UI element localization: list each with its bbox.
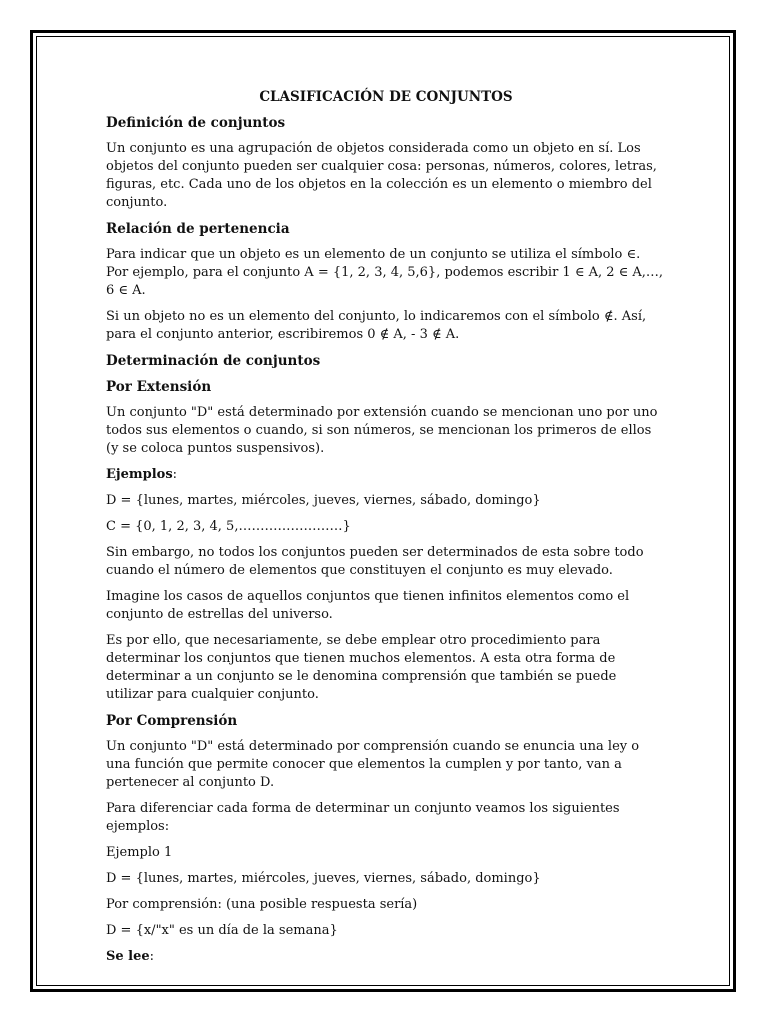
ejemplos-line [106, 466, 666, 484]
paragraph-sin-embargo: Sin embargo, no todos los conjuntos pueden ser determinados de esta sobre todo cuando el número de elementos que constituyen el conjunto es muy elevado. [106, 545, 644, 578]
heading-determinacion: Determinación de conjuntos [106, 353, 321, 369]
document-body [106, 88, 666, 974]
paragraph-por-comprension: Por comprensión: (una posible respuesta sería) [106, 897, 418, 912]
paragraph-pertenencia-2: Si un objeto no es un elemento del conjunto, lo indicaremos con el símbolo ∉. Así, para el conjunto anterior, escribiremos 0 ∉ A, - 3 ∉ A. [106, 309, 647, 342]
heading-pertenencia: Relación de pertenencia [106, 221, 290, 237]
se-lee-line [106, 948, 666, 966]
paragraph-diferenciar: Para diferenciar cada forma de determinar un conjunto veamos los siguientes ejemplos: [106, 801, 620, 834]
example-1-set-D: D = {lunes, martes, miércoles, jueves, viernes, sábado, domingo} [106, 871, 541, 886]
paragraph-extension: Un conjunto "D" está determinado por extensión cuando se mencionan uno por uno todos sus elementos o cuando, si son números, se mencionan los primeros de ellos (y se coloca puntos suspensivos). [106, 405, 658, 456]
ejemplos-label: Ejemplos [106, 467, 173, 482]
document-title: CLASIFICACIÓN DE CONJUNTOS [259, 89, 513, 105]
paragraph-comprension: Un conjunto "D" está determinado por comprensión cuando se enuncia una ley o una función que permite conocer que elementos la cumplen y por tanto, van a pertenecer al conjunto D. [106, 739, 640, 790]
ejemplos-colon: : [172, 467, 178, 482]
paragraph-por-ello: Es por ello, que necesariamente, se debe emplear otro procedimiento para determinar los conjuntos que tienen muchos elementos. A esta otra forma de determinar a un conjunto se le denomina comprensión que también se puede utilizar para cualquier conjunto. [106, 633, 617, 702]
paragraph-pertenencia-1: Para indicar que un objeto es un elemento de un conjunto se utiliza el símbolo ∈. Por ejemplo, para el conjunto A = {1, 2, 3, 4, 5,6}, podemos escribir 1 ∈ A, 2 ∈ A,…, 6 ∈ A. [106, 247, 664, 298]
heading-extension: Por Extensión [106, 379, 212, 395]
paragraph-definicion: Un conjunto es una agrupación de objetos considerada como un objeto en sí. Los objetos del conjunto pueden ser cualquier cosa: personas, números, colores, letras, figuras, etc. Cada uno de los objetos en la colección es un elemento o miembro del conjunto. [106, 141, 657, 210]
se-lee-label: Se lee [106, 949, 150, 964]
example-set-C: C = {0, 1, 2, 3, 4, 5,……………………} [106, 519, 351, 534]
example-1-set-D-comprension: D = {x/"x" es un día de la semana} [106, 923, 338, 938]
paragraph-imagine: Imagine los casos de aquellos conjuntos que tienen infinitos elementos como el conjunto de estrellas del universo. [106, 589, 630, 622]
ejemplo-1-label: Ejemplo 1 [106, 845, 173, 860]
se-lee-colon: : [149, 949, 155, 964]
heading-definicion: Definición de conjuntos [106, 115, 286, 131]
heading-comprension: Por Comprensión [106, 713, 238, 729]
example-set-D: D = {lunes, martes, miércoles, jueves, viernes, sábado, domingo} [106, 493, 541, 508]
